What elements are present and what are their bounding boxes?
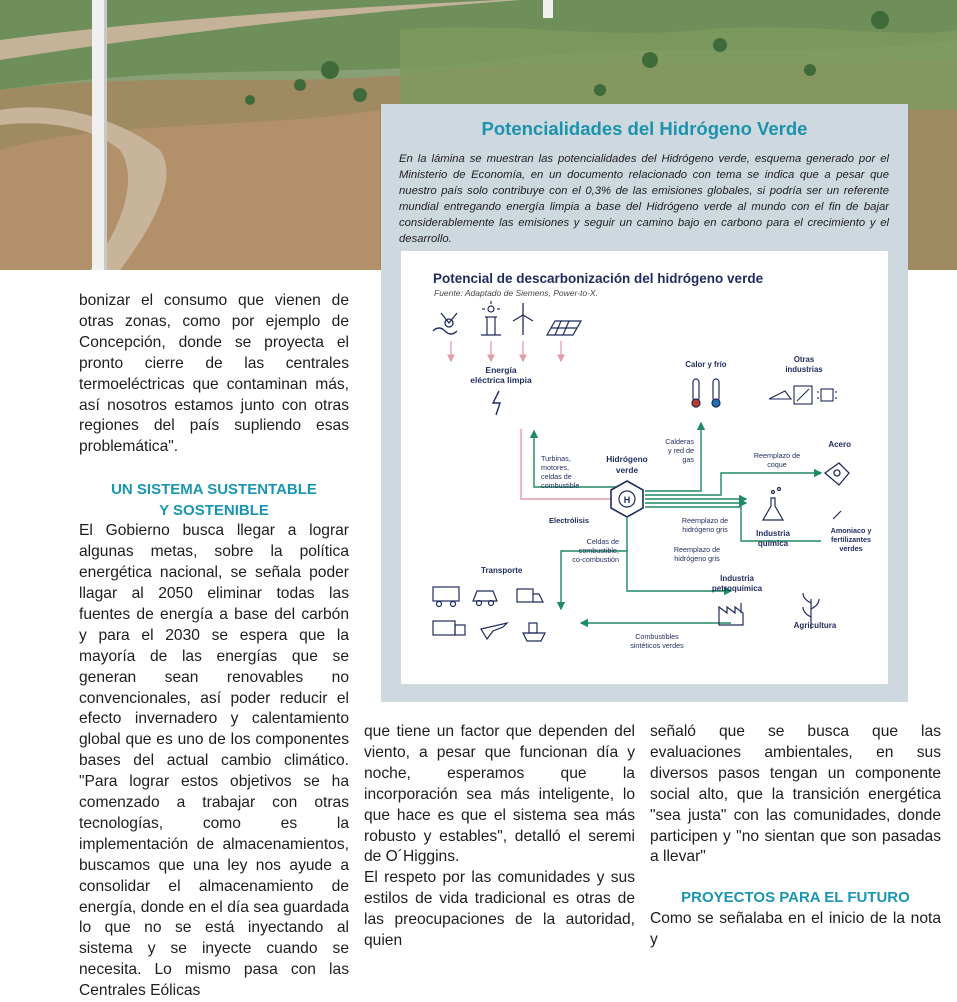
calderas-label-3: gas	[682, 455, 694, 464]
celdas-label-3: co-combustión	[572, 555, 619, 564]
turbinas-label-4: combustible	[541, 481, 580, 490]
petroquimica-label-1: Industria	[720, 574, 754, 583]
amoniaco-label-3: verdes	[839, 544, 863, 553]
chip-icon	[817, 389, 837, 401]
industria-quimica-label-1: Industria	[756, 529, 790, 538]
reemplazo-gris-a-label-1: Reemplazo de	[681, 516, 729, 525]
article-column-3	[650, 722, 941, 951]
col1-paragraph-2: El Gobierno busca llegar a lograr algunas metas, sobre la política energética nacional, se señala poder llagar al 2050 eliminar todas las fuentes de energía a base del carbón y para el 2030 se espera que la mayoría de las energías que se generan sean renovables no convencionales, así poder reducir el efecto invernadero y calentamiento global que es uno de los componentes bases del actual cambio climático. "Para lograr estos objetivos se ha comenzado a trabajar con otras tecnologías, como es la implementación de almacenamientos, buscamos que una ley nos ayude a consolidar el almacenamiento de energía, donde en el día sea guardada lo que no se está inyectando al sistema y se inyecte cuando se necesita. Lo mismo pasa con las Centrales Eólicas	[79, 522, 349, 1000]
thermometer-cold-icon	[712, 379, 720, 407]
petroquimica-label-2: petroquímica	[711, 584, 763, 593]
ship-icon	[523, 623, 545, 641]
agricultura-label: Agricultura	[793, 621, 837, 630]
solar-sun-icon	[481, 301, 501, 335]
col1-paragraph-1: bonizar el consumo que vienen de otras zonas, como por ejemplo de Concepción, donde se proyecta el pronto cierre de las centrales termoeléctricas que contaminan más, así nosotros estamos junto con otras regiones del país supliendo esas problemática".	[79, 292, 349, 456]
amoniaco-label-2: fertilizantes	[831, 535, 871, 544]
sidebar-box	[381, 104, 908, 702]
flask-icon	[763, 488, 783, 521]
reemplazo-gris-a-label-2: hidrógeno gris	[682, 525, 728, 534]
lightning-icon	[493, 391, 500, 415]
transporte-label: Transporte	[481, 566, 523, 575]
thermometer-hot-icon	[692, 379, 700, 407]
industria-quimica-label-2: química	[757, 539, 789, 548]
section-heading-sostenible: Y SOSTENIBLE	[159, 501, 269, 519]
hidrogeno-label-1: Hidrógeno	[606, 454, 648, 464]
combustibles-label-2: sintéticos verdes	[630, 641, 684, 650]
glass-panel-icon	[794, 386, 812, 404]
factory-icon	[719, 603, 743, 625]
col3-paragraph-1: señaló que se busca que las evaluaciones ambientales, en sus diversos pasos tengan un componente social alto, que la transición energética "sea justa" con las comunidades, donde participen y "no sientan que son pasadas a llevar"	[650, 723, 941, 866]
arrow-to-amoniaco	[833, 511, 841, 519]
cheese-icon	[769, 391, 791, 399]
article-column-1	[79, 291, 349, 1002]
reemplazo-coque-label-2: coque	[767, 460, 787, 469]
otras-industrias-label-2: industrias	[785, 365, 823, 374]
sidebar-title: Potencialidades del Hidrógeno Verde	[481, 118, 808, 139]
turbinas-label-3: celdas de	[541, 472, 572, 481]
diagram-panel	[401, 251, 888, 684]
calderas-label-2: y red de	[668, 446, 694, 455]
car-icon	[473, 591, 497, 606]
turbinas-label-1: Turbinas,	[541, 454, 571, 463]
otras-industrias-label-1: Otras	[793, 355, 815, 364]
reemplazo-gris-b-label-2: hidrógeno gris	[674, 554, 720, 563]
energia-label-1: Energía	[485, 365, 517, 375]
section-heading-sustentable: UN SISTEMA SUSTENTABLE	[111, 481, 317, 499]
turbinas-label-2: motores,	[541, 463, 569, 472]
col2-paragraph-1: que tiene un factor que dependen del viento, a pesar que funcionan día y noche, esperamos que la incorporación sea más inteligente, lo que hace es que el sistema sea más robusto y estables", detalló el seremi de O´Higgins.	[364, 723, 635, 866]
diagram-title: Potencial de descarbonización del hidrógeno verde	[433, 271, 764, 286]
calderas-label-1: Calderas	[665, 437, 694, 446]
diagram-source: Fuente: Adaptado de Siemens, Power-to-X.	[434, 288, 598, 298]
col3-paragraph-2: Como se señalaba en el inicio de la nota y	[650, 909, 941, 948]
reemplazo-gris-b-label-1: Reemplazo de	[673, 545, 721, 554]
train-icon	[433, 587, 459, 607]
wind-turbine-icon	[513, 303, 533, 335]
sidebar-description: En la lámina se muestran las potencialidades del Hidrógeno verde, esquema generado por el Ministerio de Economía, en un documento relacionado con tema se indica que a pesar que nuestro país solo contribuye con el 0,3% de las emisiones globales, si podría ser un referente mundial entregando energía limpia a base del Hidrógeno verde al mundo con el fin de bajar considerablemente las emisiones y seguir un camino bajo en carbono para el crecimiento y el desarrollo.	[399, 153, 889, 245]
van-icon	[517, 589, 543, 602]
electrolisis-label: Electrólisis	[549, 516, 590, 525]
article-column-2	[364, 722, 635, 952]
airplane-icon	[481, 623, 507, 639]
energia-label-2: eléctrica limpia	[470, 375, 532, 385]
section-heading-proyectos: PROYECTOS PARA EL FUTURO	[681, 889, 910, 907]
hydro-icon	[433, 313, 457, 334]
hydrogen-hexagon-icon	[611, 481, 643, 517]
solar-panel-icon	[547, 321, 581, 335]
truck-icon	[433, 621, 465, 635]
calor-frio-label: Calor y frío	[685, 360, 727, 369]
celdas-label-2: combustible,	[578, 546, 619, 555]
amoniaco-label-1: Amoniaco y	[830, 526, 872, 535]
combustibles-label-1: Combustibles	[635, 632, 679, 641]
celdas-label-1: Celdas de	[586, 537, 619, 546]
acero-label: Acero	[828, 440, 851, 449]
decarbonization-diagram	[401, 251, 888, 684]
col2-paragraph-2: El respeto por las comunidades y sus estilos de vida tradicional es otras de las preocupaciones de la autoridad, quien	[364, 869, 635, 950]
hidrogeno-label-2: verde	[615, 465, 639, 475]
steel-ladle-icon	[825, 463, 849, 485]
reemplazo-coque-label-1: Reemplazo de	[753, 451, 801, 460]
h-symbol: H	[623, 495, 631, 505]
